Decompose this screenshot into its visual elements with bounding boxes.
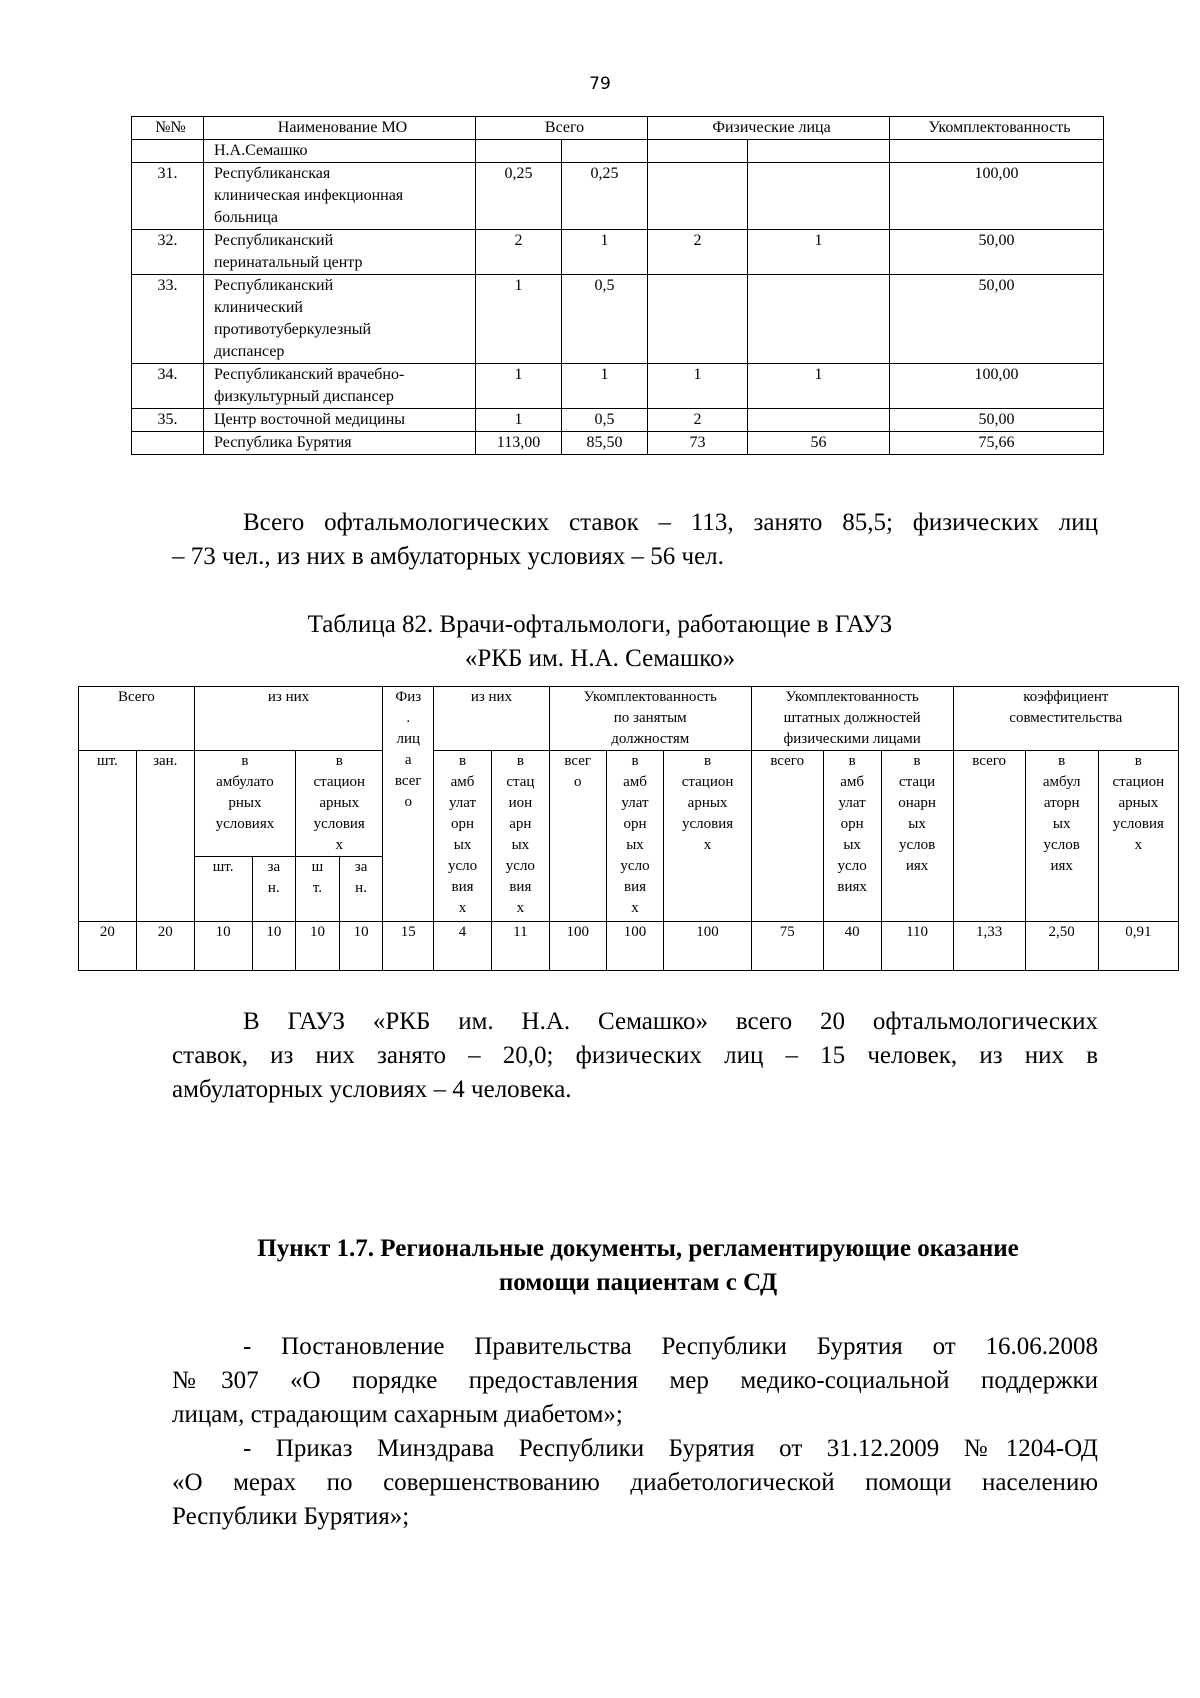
- row-total-units: 1: [476, 275, 562, 364]
- header-staffing-occupied: Укомплектованность по занятым должностям: [549, 687, 751, 751]
- row-staffing-percent: 50,00: [890, 275, 1104, 364]
- row-persons: [648, 275, 748, 364]
- paragraph-line: амбулаторных условиях – 4 человека.: [172, 1076, 572, 1103]
- header-total-short: всег о: [549, 751, 606, 922]
- header-inpatient-short: в стац ион арн ых усло вия х: [491, 751, 549, 922]
- table-row: [132, 140, 1104, 163]
- header-ambulatory-f: в амб улат орн ых усло виях: [823, 751, 881, 922]
- table-caption: [0, 608, 1200, 676]
- row-total-units: 113,00: [476, 432, 562, 455]
- row-total-units: 0,25: [476, 163, 562, 230]
- table-row: [132, 163, 1104, 230]
- header-name: Наименование МО: [204, 117, 476, 140]
- header-sub-units: шт.: [194, 857, 252, 922]
- row-staffing-percent: 75,66: [890, 432, 1104, 455]
- row-num: [132, 140, 204, 163]
- header-staffing-persons: Укомплектованность штатных должностей физическими лицами: [751, 687, 953, 751]
- table-cell: 75: [751, 922, 823, 971]
- heading-line: Пункт 1.7. Региональные документы, регламентирующие оказание: [257, 1235, 1019, 1262]
- paragraph-line: В ГАУЗ «РКБ им. Н.А. Семашко» всего 20 офтальмологических: [243, 1008, 1098, 1035]
- header-persons: Физ . лиц а всег о: [383, 687, 434, 922]
- header-sub-units-2: ш т.: [296, 857, 340, 922]
- paragraph-line: Всего офтальмологических ставок – 113, занято 85,5; физических лиц: [243, 509, 1098, 536]
- page-number: 79: [589, 74, 611, 94]
- row-name: Н.А.Семашко: [204, 140, 476, 163]
- row-name: Республиканская клиническая инфекционная больница: [204, 163, 476, 230]
- documents-list: [172, 1330, 1098, 1534]
- document-item: [172, 1432, 1098, 1534]
- row-staffing-percent: 50,00: [890, 230, 1104, 275]
- row-num: 33.: [132, 275, 204, 364]
- table-cell: 10: [296, 922, 340, 971]
- row-persons-ambulatory: [748, 409, 890, 432]
- table-cell: 0,91: [1098, 922, 1178, 971]
- table-cell: 10: [339, 922, 383, 971]
- document-line: - Приказ Минздрава Республики Бурятия от 31.12.2009 №1204-ОД: [243, 1435, 1098, 1462]
- row-persons-ambulatory: 56: [748, 432, 890, 455]
- header-coefficient: коэффициент совместительства: [953, 687, 1178, 751]
- row-total-occupied: 0,25: [562, 163, 648, 230]
- table-row: [132, 364, 1104, 409]
- document-line: - Постановление Правительства Республики Бурятия от 16.06.2008: [243, 1333, 1098, 1360]
- table-header-row: [132, 117, 1104, 140]
- row-name: Центр восточной медицины: [204, 409, 476, 432]
- table-cell: 10: [194, 922, 252, 971]
- row-num: 34.: [132, 364, 204, 409]
- table-cell: 15: [383, 922, 434, 971]
- header-ambulatory-k: в амбул аторн ых услов иях: [1025, 751, 1098, 922]
- header-inpatient: в стацион арных условия х: [296, 751, 383, 857]
- header-total-2: всего: [751, 751, 823, 922]
- table-header-row: [79, 687, 1179, 751]
- paragraph-summary: [172, 506, 1098, 574]
- row-total-units: 1: [476, 364, 562, 409]
- row-persons-ambulatory: [748, 275, 890, 364]
- row-num: 32.: [132, 230, 204, 275]
- document-line: №307 «О порядке предоставления мер медико-социальной поддержки: [172, 1367, 1098, 1394]
- document-item: [172, 1330, 1098, 1432]
- table-row: [132, 230, 1104, 275]
- table-row: [132, 275, 1104, 364]
- row-num: 35.: [132, 409, 204, 432]
- table-row: [132, 409, 1104, 432]
- table-row: [132, 432, 1104, 455]
- header-sub-occupied: за н.: [252, 857, 296, 922]
- row-total-occupied: 1: [562, 364, 648, 409]
- row-persons-ambulatory: [748, 163, 890, 230]
- table-cell: 20: [136, 922, 194, 971]
- row-staffing-percent: 50,00: [890, 409, 1104, 432]
- ophthalmologists-table: [78, 686, 1179, 971]
- header-inpatient-f: в стаци онарн ых услов иях: [881, 751, 953, 922]
- header-of-them-2: из них: [434, 687, 550, 751]
- table-cell: 40: [823, 922, 881, 971]
- row-total-occupied: 0,5: [562, 409, 648, 432]
- header-occupied: зан.: [136, 751, 194, 922]
- staffing-table: [131, 116, 1104, 455]
- table-cell: 100: [606, 922, 664, 971]
- row-staffing-percent: 100,00: [890, 163, 1104, 230]
- header-ambulatory-short: в амб улат орн ых усло вия х: [434, 751, 492, 922]
- row-persons: 1: [648, 364, 748, 409]
- document-line: лицам, страдающим сахарным диабетом»;: [172, 1401, 623, 1428]
- row-persons-ambulatory: 1: [748, 364, 890, 409]
- table-cell: 110: [881, 922, 953, 971]
- table-cell: 2,50: [1025, 922, 1098, 971]
- row-total-occupied: 1: [562, 230, 648, 275]
- table-cell: 11: [491, 922, 549, 971]
- row-name: Республиканский врачебно- физкультурный диспансер: [204, 364, 476, 409]
- document-line: «О мерах по совершенствованию диабетологической помощи населению: [172, 1469, 1098, 1496]
- row-num: 31.: [132, 163, 204, 230]
- table-cell: 4: [434, 922, 492, 971]
- row-persons-ambulatory: 1: [748, 230, 890, 275]
- table-cell: 1,33: [953, 922, 1025, 971]
- caption-line: «РКБ им. Н.А. Семашко»: [464, 645, 736, 672]
- table-header-row: [79, 751, 1179, 857]
- table-cell: 100: [664, 922, 751, 971]
- row-num: [132, 432, 204, 455]
- row-name: Республиканский перинатальный центр: [204, 230, 476, 275]
- section-heading: [150, 1232, 1126, 1300]
- header-total: Всего: [476, 117, 648, 140]
- header-staffing: Укомплектованность: [890, 117, 1104, 140]
- row-persons: 2: [648, 230, 748, 275]
- header-units: шт.: [79, 751, 137, 922]
- row-persons: [648, 163, 748, 230]
- row-total-units: 2: [476, 230, 562, 275]
- row-name: Республиканский клинический противотуберкулезный диспансер: [204, 275, 476, 364]
- caption-line: Таблица 82. Врачи-офтальмологи, работающие в ГАУЗ: [307, 611, 893, 638]
- heading-line: помощи пациентам с СД: [498, 1269, 778, 1296]
- paragraph-line: ставок, из них занято – 20,0; физических лиц – 15 человек, из них в: [172, 1042, 1098, 1069]
- row-total-units: 1: [476, 409, 562, 432]
- paragraph-rkb: [172, 1005, 1098, 1107]
- row-persons: 2: [648, 409, 748, 432]
- row-staffing-percent: 100,00: [890, 364, 1104, 409]
- document-line: Республики Бурятия»;: [172, 1503, 410, 1530]
- header-inpatient-k: в стацион арных условия х: [1098, 751, 1178, 922]
- header-sub-occupied-2: за н.: [339, 857, 383, 922]
- row-total-occupied: 0,5: [562, 275, 648, 364]
- row-name: Республика Бурятия: [204, 432, 476, 455]
- header-num: №№: [132, 117, 204, 140]
- header-of-them: из них: [194, 687, 383, 751]
- header-ambulatory-u: в амб улат орн ых усло вия х: [606, 751, 664, 922]
- row-total-occupied: 85,50: [562, 432, 648, 455]
- paragraph-line: – 73 чел., из них в амбулаторных условиях – 56 чел.: [172, 543, 724, 570]
- table-row: [79, 922, 1179, 971]
- header-ambulatory: в амбулато рных условиях: [194, 751, 295, 857]
- header-total-3: всего: [953, 751, 1025, 922]
- table-cell: 100: [549, 922, 606, 971]
- header-persons: Физические лица: [648, 117, 890, 140]
- row-persons: 73: [648, 432, 748, 455]
- header-inpatient-u: в стацион арных условия х: [664, 751, 751, 922]
- table-cell: 20: [79, 922, 137, 971]
- table-cell: 10: [252, 922, 296, 971]
- header-total: Всего: [79, 687, 195, 751]
